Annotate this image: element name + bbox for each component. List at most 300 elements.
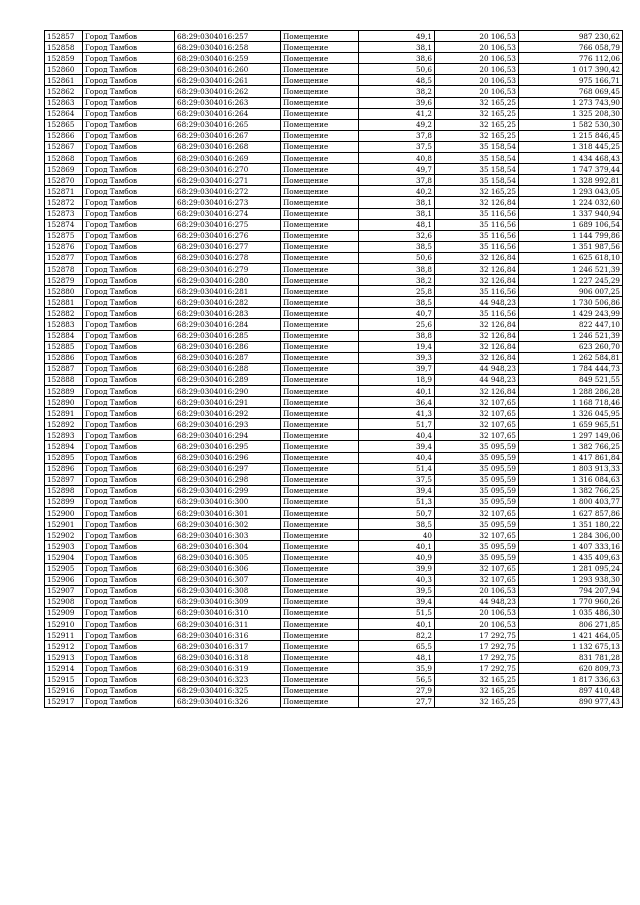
area-cell: 25,6 [359, 319, 435, 330]
area-cell: 40,9 [359, 552, 435, 563]
total-cell: 1 770 960,26 [519, 596, 623, 607]
type-cell: Помещение [281, 430, 359, 441]
cadastral-cell: 68:29:0304016:291 [175, 397, 281, 408]
area-cell: 39,5 [359, 585, 435, 596]
id-cell: 152916 [45, 685, 83, 696]
total-cell: 1 144 799,86 [519, 230, 623, 241]
total-cell: 1 351 180,22 [519, 519, 623, 530]
table-row [45, 441, 623, 452]
table-row [45, 153, 623, 164]
city-cell: Город Тамбов [83, 574, 175, 585]
total-cell: 1 316 084,63 [519, 474, 623, 485]
area-cell: 41,2 [359, 108, 435, 119]
total-cell: 890 977,43 [519, 696, 623, 707]
cadastral-cell: 68:29:0304016:301 [175, 508, 281, 519]
type-cell: Помещение [281, 685, 359, 696]
type-cell: Помещение [281, 463, 359, 474]
table-row [45, 141, 623, 152]
total-cell: 768 069,45 [519, 86, 623, 97]
cadastral-cell: 68:29:0304016:325 [175, 685, 281, 696]
cadastral-cell: 68:29:0304016:278 [175, 252, 281, 263]
type-cell: Помещение [281, 563, 359, 574]
area-cell: 39,3 [359, 352, 435, 363]
id-cell: 152886 [45, 352, 83, 363]
price-cell: 20 106,53 [435, 618, 519, 629]
id-cell: 152900 [45, 508, 83, 519]
type-cell: Помещение [281, 31, 359, 42]
total-cell: 1 132 675,13 [519, 641, 623, 652]
type-cell: Помещение [281, 530, 359, 541]
area-cell: 38,1 [359, 42, 435, 53]
cadastral-cell: 68:29:0304016:286 [175, 341, 281, 352]
cadastral-cell: 68:29:0304016:273 [175, 197, 281, 208]
id-cell: 152910 [45, 618, 83, 629]
area-cell: 38,8 [359, 330, 435, 341]
area-cell: 38,5 [359, 519, 435, 530]
city-cell: Город Тамбов [83, 485, 175, 496]
type-cell: Помещение [281, 219, 359, 230]
id-cell: 152876 [45, 241, 83, 252]
id-cell: 152869 [45, 164, 83, 175]
cadastral-cell: 68:29:0304016:275 [175, 219, 281, 230]
total-cell: 623 260,70 [519, 341, 623, 352]
area-cell: 50,6 [359, 252, 435, 263]
city-cell: Город Тамбов [83, 363, 175, 374]
type-cell: Помещение [281, 397, 359, 408]
id-cell: 152914 [45, 663, 83, 674]
city-cell: Город Тамбов [83, 430, 175, 441]
price-cell: 32 107,65 [435, 397, 519, 408]
price-cell: 32 165,25 [435, 108, 519, 119]
cadastral-cell: 68:29:0304016:290 [175, 386, 281, 397]
area-cell: 38,2 [359, 275, 435, 286]
cadastral-cell: 68:29:0304016:288 [175, 363, 281, 374]
type-cell: Помещение [281, 141, 359, 152]
price-cell: 32 107,65 [435, 419, 519, 430]
city-cell: Город Тамбов [83, 130, 175, 141]
area-cell: 40,2 [359, 186, 435, 197]
total-cell: 1 689 106,54 [519, 219, 623, 230]
type-cell: Помещение [281, 674, 359, 685]
total-cell: 620 809,73 [519, 663, 623, 674]
total-cell: 1 435 409,63 [519, 552, 623, 563]
price-cell: 20 106,53 [435, 607, 519, 618]
type-cell: Помещение [281, 408, 359, 419]
total-cell: 1 297 149,06 [519, 430, 623, 441]
type-cell: Помещение [281, 585, 359, 596]
city-cell: Город Тамбов [83, 241, 175, 252]
total-cell: 1 417 861,84 [519, 452, 623, 463]
table-row [45, 696, 623, 707]
area-cell: 48,1 [359, 652, 435, 663]
type-cell: Помещение [281, 596, 359, 607]
area-cell: 39,9 [359, 563, 435, 574]
city-cell: Город Тамбов [83, 674, 175, 685]
id-cell: 152887 [45, 363, 83, 374]
city-cell: Город Тамбов [83, 275, 175, 286]
price-cell: 44 948,23 [435, 374, 519, 385]
type-cell: Помещение [281, 630, 359, 641]
cadastral-cell: 68:29:0304016:296 [175, 452, 281, 463]
type-cell: Помещение [281, 297, 359, 308]
city-cell: Город Тамбов [83, 97, 175, 108]
cadastral-cell: 68:29:0304016:294 [175, 430, 281, 441]
table-row [45, 319, 623, 330]
id-cell: 152861 [45, 75, 83, 86]
id-cell: 152890 [45, 397, 83, 408]
price-cell: 32 126,84 [435, 352, 519, 363]
total-cell: 1 800 403,77 [519, 496, 623, 507]
table-row [45, 86, 623, 97]
table-row [45, 308, 623, 319]
area-cell: 38,1 [359, 208, 435, 219]
type-cell: Помещение [281, 441, 359, 452]
city-cell: Город Тамбов [83, 42, 175, 53]
price-cell: 35 116,56 [435, 286, 519, 297]
total-cell: 1 421 464,05 [519, 630, 623, 641]
table-row [45, 430, 623, 441]
table-row [45, 408, 623, 419]
total-cell: 1 784 444,73 [519, 363, 623, 374]
cadastral-cell: 68:29:0304016:284 [175, 319, 281, 330]
id-cell: 152857 [45, 31, 83, 42]
city-cell: Город Тамбов [83, 541, 175, 552]
city-cell: Город Тамбов [83, 341, 175, 352]
total-cell: 822 447,10 [519, 319, 623, 330]
cadastral-cell: 68:29:0304016:300 [175, 496, 281, 507]
city-cell: Город Тамбов [83, 641, 175, 652]
table-row [45, 386, 623, 397]
city-cell: Город Тамбов [83, 585, 175, 596]
price-cell: 17 292,75 [435, 652, 519, 663]
table-row [45, 164, 623, 175]
total-cell: 1 407 333,16 [519, 541, 623, 552]
table-row [45, 341, 623, 352]
id-cell: 152874 [45, 219, 83, 230]
table-row [45, 263, 623, 274]
cadastral-cell: 68:29:0304016:280 [175, 275, 281, 286]
id-cell: 152880 [45, 286, 83, 297]
cadastral-cell: 68:29:0304016:260 [175, 64, 281, 75]
price-cell: 32 165,25 [435, 696, 519, 707]
table-row [45, 75, 623, 86]
total-cell: 1 625 618,10 [519, 252, 623, 263]
total-cell: 1 246 521,39 [519, 330, 623, 341]
city-cell: Город Тамбов [83, 452, 175, 463]
table-row [45, 108, 623, 119]
table-row [45, 330, 623, 341]
type-cell: Помещение [281, 452, 359, 463]
total-cell: 1 227 245,29 [519, 275, 623, 286]
table-row [45, 563, 623, 574]
area-cell: 40,4 [359, 452, 435, 463]
city-cell: Город Тамбов [83, 630, 175, 641]
area-cell: 40,3 [359, 574, 435, 585]
area-cell: 40,1 [359, 386, 435, 397]
area-cell: 35,9 [359, 663, 435, 674]
total-cell: 1 262 584,81 [519, 352, 623, 363]
area-cell: 40,4 [359, 430, 435, 441]
id-cell: 152891 [45, 408, 83, 419]
price-cell: 35 095,59 [435, 474, 519, 485]
total-cell: 1 284 306,00 [519, 530, 623, 541]
table-row [45, 541, 623, 552]
type-cell: Помещение [281, 485, 359, 496]
id-cell: 152908 [45, 596, 83, 607]
cadastral-cell: 68:29:0304016:319 [175, 663, 281, 674]
price-cell: 35 095,59 [435, 552, 519, 563]
table-row [45, 652, 623, 663]
cadastral-cell: 68:29:0304016:318 [175, 652, 281, 663]
type-cell: Помещение [281, 419, 359, 430]
table-row [45, 53, 623, 64]
area-cell: 41,3 [359, 408, 435, 419]
total-cell: 1 817 336,63 [519, 674, 623, 685]
id-cell: 152858 [45, 42, 83, 53]
type-cell: Помещение [281, 119, 359, 130]
city-cell: Город Тамбов [83, 186, 175, 197]
cadastral-cell: 68:29:0304016:272 [175, 186, 281, 197]
table-row [45, 363, 623, 374]
total-cell: 1 659 965,51 [519, 419, 623, 430]
total-cell: 1 215 846,45 [519, 130, 623, 141]
table-row [45, 42, 623, 53]
area-cell: 40,1 [359, 541, 435, 552]
price-cell: 32 126,84 [435, 319, 519, 330]
area-cell: 32,6 [359, 230, 435, 241]
city-cell: Город Тамбов [83, 208, 175, 219]
area-cell: 37,5 [359, 141, 435, 152]
city-cell: Город Тамбов [83, 685, 175, 696]
type-cell: Помещение [281, 53, 359, 64]
table-row [45, 607, 623, 618]
total-cell: 1 328 992,81 [519, 175, 623, 186]
table-row [45, 275, 623, 286]
type-cell: Помещение [281, 286, 359, 297]
city-cell: Город Тамбов [83, 408, 175, 419]
id-cell: 152875 [45, 230, 83, 241]
city-cell: Город Тамбов [83, 563, 175, 574]
cadastral-cell: 68:29:0304016:307 [175, 574, 281, 585]
price-cell: 35 116,56 [435, 208, 519, 219]
id-cell: 152877 [45, 252, 83, 263]
table-row [45, 241, 623, 252]
total-cell: 1 273 743,90 [519, 97, 623, 108]
type-cell: Помещение [281, 696, 359, 707]
type-cell: Помещение [281, 64, 359, 75]
area-cell: 49,2 [359, 119, 435, 130]
table-row [45, 175, 623, 186]
id-cell: 152885 [45, 341, 83, 352]
price-cell: 35 116,56 [435, 241, 519, 252]
city-cell: Город Тамбов [83, 397, 175, 408]
total-cell: 831 781,28 [519, 652, 623, 663]
type-cell: Помещение [281, 108, 359, 119]
id-cell: 152888 [45, 374, 83, 385]
total-cell: 1 035 486,30 [519, 607, 623, 618]
cadastral-cell: 68:29:0304016:274 [175, 208, 281, 219]
type-cell: Помещение [281, 607, 359, 618]
type-cell: Помещение [281, 241, 359, 252]
table-row [45, 397, 623, 408]
price-cell: 44 948,23 [435, 297, 519, 308]
table-row [45, 197, 623, 208]
cadastral-cell: 68:29:0304016:326 [175, 696, 281, 707]
total-cell: 1 337 940,94 [519, 208, 623, 219]
cadastral-cell: 68:29:0304016:268 [175, 141, 281, 152]
area-cell: 39,6 [359, 97, 435, 108]
table-body [45, 31, 623, 708]
area-cell: 40,1 [359, 618, 435, 629]
area-cell: 48,5 [359, 75, 435, 86]
id-cell: 152901 [45, 519, 83, 530]
cadastral-cell: 68:29:0304016:269 [175, 153, 281, 164]
total-cell: 1 429 243,99 [519, 308, 623, 319]
city-cell: Город Тамбов [83, 230, 175, 241]
city-cell: Город Тамбов [83, 386, 175, 397]
cadastral-cell: 68:29:0304016:304 [175, 541, 281, 552]
cadastral-cell: 68:29:0304016:271 [175, 175, 281, 186]
type-cell: Помещение [281, 618, 359, 629]
table-row [45, 352, 623, 363]
price-cell: 20 106,53 [435, 64, 519, 75]
city-cell: Город Тамбов [83, 119, 175, 130]
type-cell: Помещение [281, 341, 359, 352]
type-cell: Помещение [281, 352, 359, 363]
type-cell: Помещение [281, 374, 359, 385]
id-cell: 152860 [45, 64, 83, 75]
city-cell: Город Тамбов [83, 252, 175, 263]
area-cell: 39,4 [359, 485, 435, 496]
area-cell: 37,8 [359, 175, 435, 186]
cadastral-cell: 68:29:0304016:295 [175, 441, 281, 452]
city-cell: Город Тамбов [83, 64, 175, 75]
price-cell: 32 165,25 [435, 186, 519, 197]
type-cell: Помещение [281, 386, 359, 397]
area-cell: 49,7 [359, 164, 435, 175]
price-cell: 17 292,75 [435, 641, 519, 652]
type-cell: Помещение [281, 663, 359, 674]
id-cell: 152883 [45, 319, 83, 330]
cadastral-cell: 68:29:0304016:265 [175, 119, 281, 130]
price-cell: 32 107,65 [435, 563, 519, 574]
id-cell: 152904 [45, 552, 83, 563]
type-cell: Помещение [281, 275, 359, 286]
table-row [45, 485, 623, 496]
table-row [45, 64, 623, 75]
cadastral-cell: 68:29:0304016:276 [175, 230, 281, 241]
price-cell: 35 116,56 [435, 308, 519, 319]
price-cell: 20 106,53 [435, 86, 519, 97]
price-cell: 32 107,65 [435, 574, 519, 585]
type-cell: Помещение [281, 130, 359, 141]
id-cell: 152881 [45, 297, 83, 308]
type-cell: Помещение [281, 652, 359, 663]
id-cell: 152911 [45, 630, 83, 641]
price-cell: 32 165,25 [435, 97, 519, 108]
price-cell: 32 126,84 [435, 330, 519, 341]
id-cell: 152859 [45, 53, 83, 64]
cadastral-cell: 68:29:0304016:281 [175, 286, 281, 297]
cadastral-cell: 68:29:0304016:316 [175, 630, 281, 641]
price-cell: 35 095,59 [435, 541, 519, 552]
table-row [45, 630, 623, 641]
area-cell: 39,7 [359, 363, 435, 374]
area-cell: 51,7 [359, 419, 435, 430]
area-cell: 40 [359, 530, 435, 541]
city-cell: Город Тамбов [83, 297, 175, 308]
table-row [45, 674, 623, 685]
id-cell: 152864 [45, 108, 83, 119]
id-cell: 152899 [45, 496, 83, 507]
total-cell: 1 293 938,30 [519, 574, 623, 585]
total-cell: 1 803 913,33 [519, 463, 623, 474]
id-cell: 152912 [45, 641, 83, 652]
type-cell: Помещение [281, 474, 359, 485]
type-cell: Помещение [281, 574, 359, 585]
area-cell: 36,4 [359, 397, 435, 408]
table-row [45, 552, 623, 563]
cadastral-cell: 68:29:0304016:299 [175, 485, 281, 496]
cadastral-cell: 68:29:0304016:289 [175, 374, 281, 385]
type-cell: Помещение [281, 197, 359, 208]
total-cell: 906 007,25 [519, 286, 623, 297]
type-cell: Помещение [281, 496, 359, 507]
price-cell: 35 158,54 [435, 153, 519, 164]
type-cell: Помещение [281, 319, 359, 330]
cadastral-cell: 68:29:0304016:279 [175, 263, 281, 274]
cadastral-cell: 68:29:0304016:263 [175, 97, 281, 108]
price-cell: 35 095,59 [435, 463, 519, 474]
area-cell: 38,5 [359, 297, 435, 308]
table-row [45, 530, 623, 541]
city-cell: Город Тамбов [83, 596, 175, 607]
area-cell: 40,7 [359, 308, 435, 319]
cadastral-cell: 68:29:0304016:264 [175, 108, 281, 119]
type-cell: Помещение [281, 508, 359, 519]
type-cell: Помещение [281, 153, 359, 164]
price-cell: 35 095,59 [435, 519, 519, 530]
id-cell: 152892 [45, 419, 83, 430]
cadastral-cell: 68:29:0304016:309 [175, 596, 281, 607]
document-page [44, 30, 623, 708]
type-cell: Помещение [281, 641, 359, 652]
total-cell: 1 627 857,86 [519, 508, 623, 519]
price-cell: 17 292,75 [435, 663, 519, 674]
total-cell: 897 410,48 [519, 685, 623, 696]
id-cell: 152879 [45, 275, 83, 286]
area-cell: 40,8 [359, 153, 435, 164]
total-cell: 766 058,79 [519, 42, 623, 53]
id-cell: 152915 [45, 674, 83, 685]
cadastral-cell: 68:29:0304016:292 [175, 408, 281, 419]
total-cell: 1 325 208,30 [519, 108, 623, 119]
id-cell: 152862 [45, 86, 83, 97]
id-cell: 152882 [45, 308, 83, 319]
cadastral-cell: 68:29:0304016:261 [175, 75, 281, 86]
price-cell: 32 126,84 [435, 275, 519, 286]
area-cell: 38,1 [359, 197, 435, 208]
type-cell: Помещение [281, 175, 359, 186]
price-cell: 35 158,54 [435, 175, 519, 186]
cadastral-cell: 68:29:0304016:311 [175, 618, 281, 629]
total-cell: 1 434 468,43 [519, 153, 623, 164]
area-cell: 51,5 [359, 607, 435, 618]
city-cell: Город Тамбов [83, 263, 175, 274]
area-cell: 27,9 [359, 685, 435, 696]
price-cell: 32 165,25 [435, 674, 519, 685]
city-cell: Город Тамбов [83, 286, 175, 297]
